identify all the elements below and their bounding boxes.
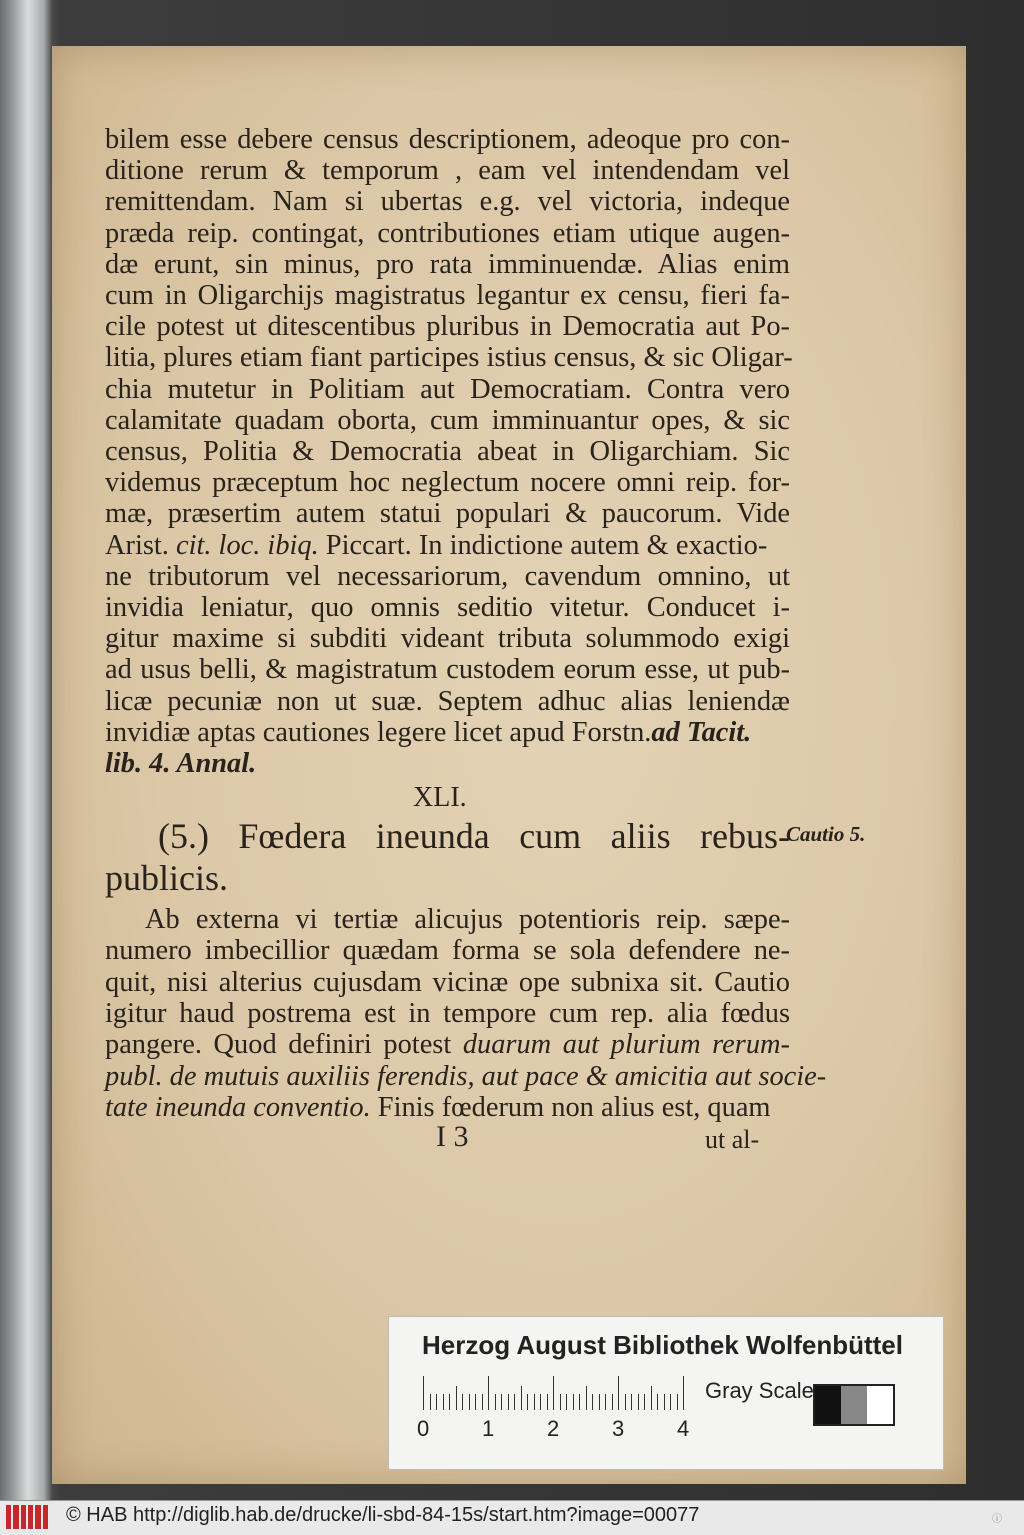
text-line: ne tributorum vel necessariorum, cavendum omnino, ut — [105, 561, 790, 592]
text-line: numero imbecillior quædam forma se sola defendere ne- — [105, 935, 790, 966]
section-heading: (5.) Fœdera ineunda cum aliis rebus- — [158, 816, 790, 856]
ruler-tick — [436, 1394, 437, 1410]
text-fragment: Piccart. In indictione autem & exactio- — [318, 530, 768, 561]
text-fragment-italic: tate ineunda conventio. — [105, 1092, 371, 1123]
ruler-tick — [449, 1394, 450, 1410]
book-binding-edge — [0, 0, 52, 1500]
text-line: cum in Oligarchijs magistratus legantur ex censu, fieri fa- — [105, 280, 790, 311]
ruler-tick — [423, 1376, 424, 1410]
text-line: quit, nisi alterius cujusdam vicinæ ope subnixa sit. Cautio — [105, 967, 790, 998]
ruler-tick — [657, 1394, 658, 1410]
text-line: publ. de mutuis auxiliis ferendis, aut pace & amicitia aut socie- — [105, 1061, 827, 1092]
gray-swatch — [841, 1386, 867, 1424]
section-number: XLI. — [413, 782, 467, 813]
ruler-tick — [677, 1394, 678, 1410]
hab-logo-icon — [6, 1505, 48, 1529]
text-fragment: invidiæ aptas cautiones legere licet apud Forstn. — [105, 717, 652, 748]
ruler-tick — [462, 1394, 463, 1410]
gray-scale-label: Gray Scale — [705, 1378, 814, 1403]
ruler-tick — [553, 1376, 554, 1410]
text-fragment-italic: lib. 4. Annal. — [105, 748, 257, 779]
ruler-tick — [651, 1386, 652, 1410]
ruler-tick — [495, 1394, 496, 1410]
text-line: licæ pecuniæ non ut suæ. Septem adhuc alias leniendæ — [105, 686, 790, 717]
ruler-tick — [456, 1386, 457, 1410]
text-fragment-italic: cit. loc. ibiq. — [175, 530, 319, 561]
text-fragment-italic: ad Tacit. — [651, 717, 752, 748]
text-line — [105, 1029, 790, 1061]
text-line: chia mutetur in Politiam aut Democratiam. Contra vero — [105, 374, 790, 405]
ruler-tick — [638, 1394, 639, 1410]
ruler-tick — [592, 1394, 593, 1410]
ruler-tick — [501, 1394, 502, 1410]
catchword: ut al- — [705, 1125, 760, 1154]
text-line: bilem esse debere census descriptionem, adeoque pro con- — [105, 124, 790, 155]
text-fragment-italic: duarum aut plurium rerum- — [462, 1029, 790, 1060]
ruler-tick — [475, 1394, 476, 1410]
ruler-tick — [586, 1386, 587, 1410]
ruler-tick — [521, 1386, 522, 1410]
ruler-tick — [527, 1394, 528, 1410]
ruler-tick — [644, 1394, 645, 1410]
text-line: census, Politia & Democratia abeat in Oligarchiam. Sic — [105, 436, 790, 467]
text-fragment: Arist. — [105, 530, 176, 561]
ruler-number: 1 — [482, 1416, 495, 1441]
text-line: remittendam. Nam si ubertas e.g. vel victoria, indeque — [105, 186, 790, 217]
ruler-number: 0 — [417, 1416, 430, 1441]
ruler-tick — [612, 1394, 613, 1410]
text-line: gitur maxime si subditi videant tributa solummodo exigi — [105, 623, 790, 654]
text-line: dæ erunt, sin minus, pro rata imminuendæ. Alias enim — [105, 249, 790, 280]
ruler-tick — [579, 1394, 580, 1410]
ruler-tick — [488, 1376, 489, 1410]
ruler-tick — [469, 1394, 470, 1410]
text-line: igitur haud postrema est in tempore cum rep. alia fœdus — [105, 998, 790, 1029]
ruler — [423, 1376, 685, 1410]
text-line: videmus præceptum hoc neglectum nocere omni reip. for- — [105, 467, 790, 498]
ruler-tick — [443, 1394, 444, 1410]
ruler-tick — [670, 1394, 671, 1410]
text-line: ad usus belli, & magistratum custodem eorum esse, ut pub- — [105, 654, 790, 685]
ruler-tick — [547, 1394, 548, 1410]
ruler-tick — [560, 1394, 561, 1410]
ruler-tick — [573, 1394, 574, 1410]
ruler-tick — [683, 1376, 684, 1410]
footer-copyright-url: © HAB http://diglib.hab.de/drucke/li-sbd-84-15s/start.htm?image=00077 — [66, 1504, 700, 1526]
ruler-tick — [540, 1394, 541, 1410]
section-heading-continued: publicis. — [105, 858, 228, 898]
text-fragment: pangere. Quod definiri potest — [105, 1029, 463, 1060]
ruler-tick — [599, 1394, 600, 1410]
ruler-tick — [605, 1394, 606, 1410]
gray-swatch — [867, 1386, 893, 1424]
ruler-tick — [508, 1394, 509, 1410]
gray-swatch — [815, 1386, 841, 1424]
text-line: mæ, præsertim autem statui populari & paucorum. Vide — [105, 498, 790, 529]
ruler-number: 2 — [547, 1416, 560, 1441]
text-line — [105, 530, 790, 562]
text-fragment: Finis fœderum non alius est, quam — [370, 1092, 771, 1123]
margin-note: Cautio 5. — [786, 822, 866, 846]
ruler-number: 3 — [612, 1416, 625, 1441]
signature-mark: I 3 — [436, 1120, 469, 1153]
text-line — [105, 717, 790, 749]
ruler-tick — [430, 1394, 431, 1410]
ruler-tick — [514, 1394, 515, 1410]
text-line: litia, plures etiam fiant participes istius census, & sic Oligar- — [105, 342, 793, 373]
gray-scale-bar — [813, 1384, 895, 1426]
text-line: cile potest ut ditescentibus pluribus in Democratia aut Po- — [105, 311, 790, 342]
ruler-tick — [618, 1376, 619, 1410]
ruler-tick — [534, 1394, 535, 1410]
ruler-tick — [625, 1394, 626, 1410]
info-icon[interactable]: ⓘ — [992, 1514, 1002, 1525]
scale-card-title: Herzog August Bibliothek Wolfenbüttel — [422, 1330, 903, 1360]
ruler-tick — [631, 1394, 632, 1410]
ruler-number: 4 — [677, 1416, 690, 1441]
ruler-tick — [566, 1394, 567, 1410]
ruler-tick — [482, 1394, 483, 1410]
text-line: ditione rerum & temporum , eam vel intendendam vel — [105, 155, 790, 186]
text-line: præda reip. contingat, contributiones etiam utique augen- — [105, 218, 790, 249]
text-line: invidia leniatur, quo omnis seditio vitetur. Conducet i- — [105, 592, 790, 623]
text-line — [105, 748, 790, 780]
text-line: calamitate quadam oborta, cum imminuantur opes, & sic — [105, 405, 790, 436]
ruler-tick — [664, 1394, 665, 1410]
text-line: Ab externa vi tertiæ alicujus potentioris reip. sæpe- — [145, 904, 790, 935]
